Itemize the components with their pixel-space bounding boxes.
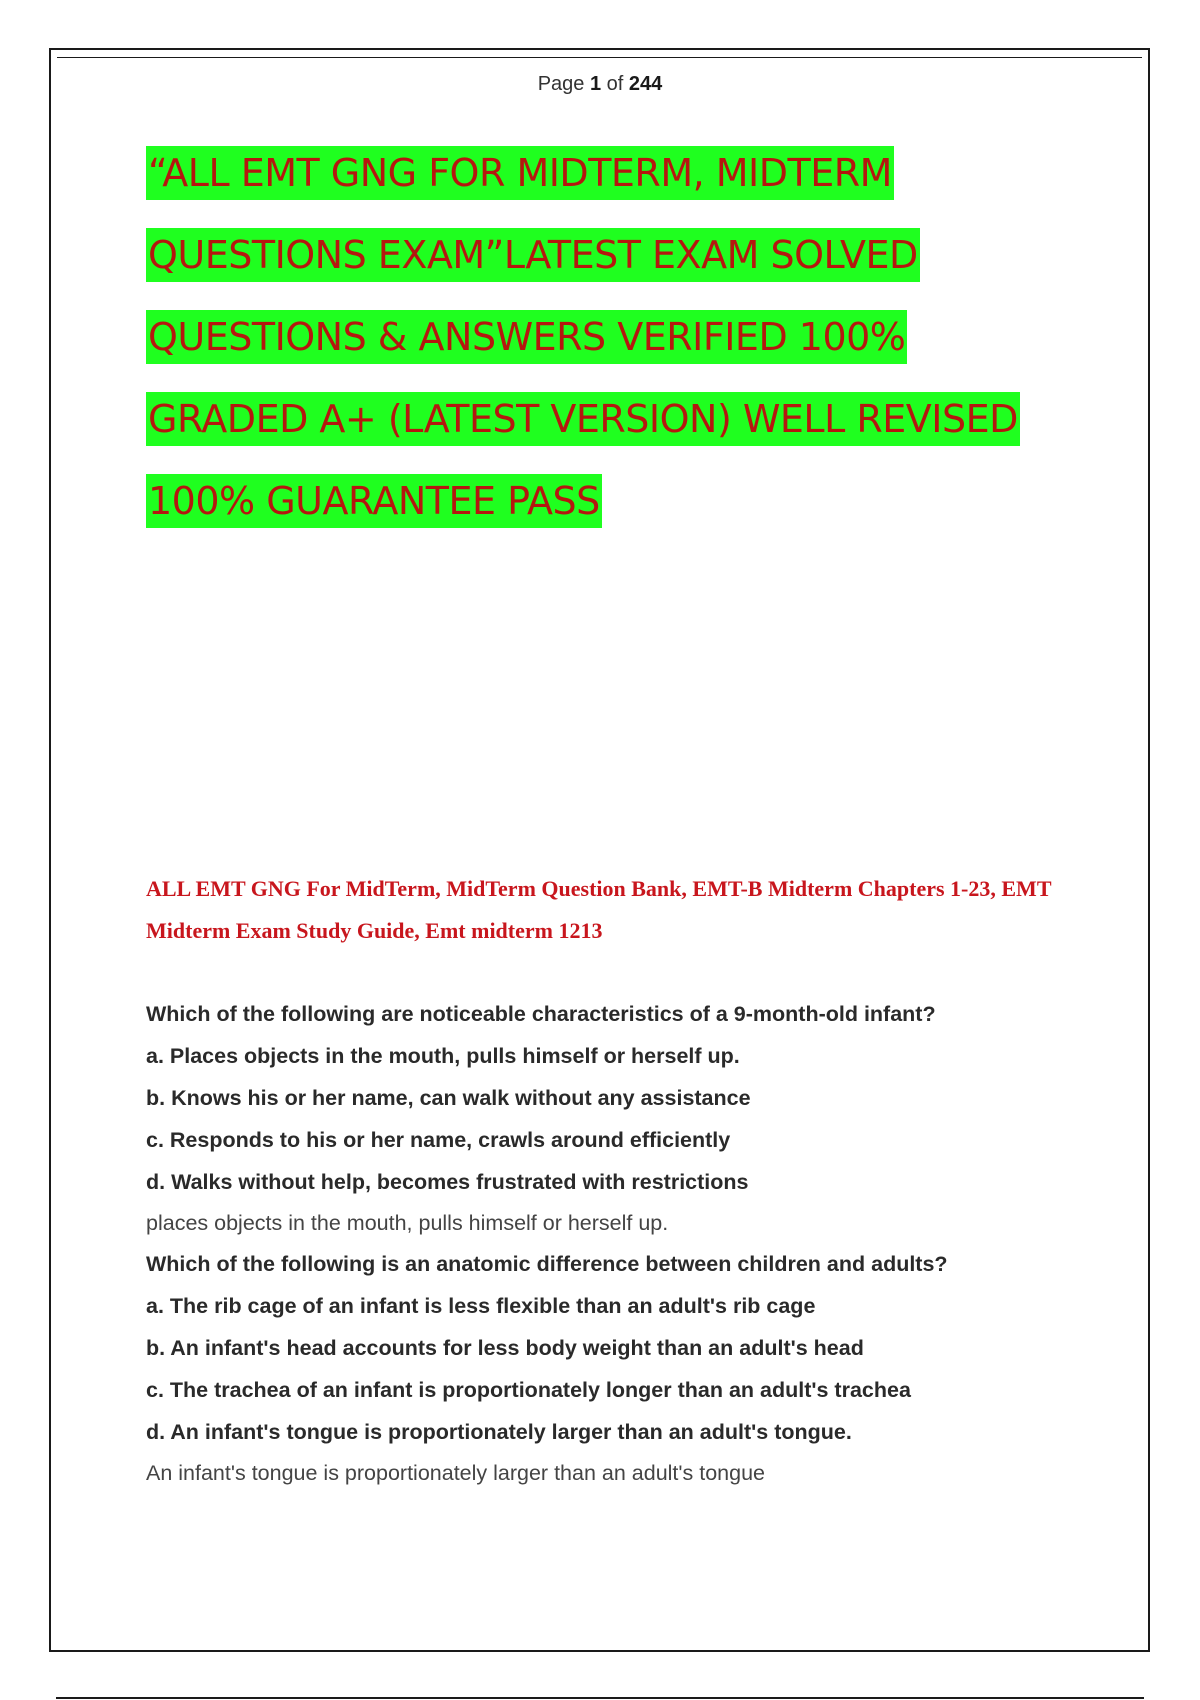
answer-option: a. The rib cage of an infant is less flexible than an adult's rib cage	[146, 1294, 816, 1318]
page-total: 244	[628, 73, 663, 95]
page-current: 1	[589, 73, 602, 95]
answer-option: a. Places objects in the mouth, pulls himself or herself up.	[146, 1044, 740, 1068]
question-text: Which of the following is an anatomic difference between children and adults?	[146, 1252, 948, 1276]
title-line: QUESTIONS & ANSWERS VERIFIED 100%	[146, 310, 907, 364]
question-list	[146, 993, 1066, 1493]
document-subtitle: ALL EMT GNG For MidTerm, MidTerm Question Bank, EMT-B Midterm Chapters 1-23, EMT Midterm Exam Study Guide, Emt midterm 1213	[146, 876, 1052, 943]
answer-option: c. The trachea of an infant is proportionately longer than an adult's trachea	[146, 1378, 911, 1402]
title-line: 100% GUARANTEE PASS	[146, 474, 602, 528]
question-item	[146, 1243, 1066, 1493]
page-of: of	[601, 73, 629, 95]
answer-option: d. An infant's tongue is proportionately larger than an adult's tongue.	[146, 1420, 852, 1444]
question-item	[146, 993, 1066, 1243]
document-title	[146, 146, 1066, 556]
page-bottom-rule	[56, 1697, 1144, 1699]
page-counter	[0, 73, 1200, 96]
answer-option: d. Walks without help, becomes frustrated with restrictions	[146, 1170, 749, 1194]
correct-answer: places objects in the mouth, pulls himself or herself up.	[146, 1211, 669, 1235]
title-line: QUESTIONS EXAM”LATEST EXAM SOLVED	[146, 228, 920, 282]
page-prefix: Page	[537, 73, 590, 95]
title-line: GRADED A+ (LATEST VERSION) WELL REVISED	[146, 392, 1020, 446]
question-text: Which of the following are noticeable characteristics of a 9-month-old infant?	[146, 1002, 936, 1026]
page-top-rule	[57, 57, 1142, 58]
answer-option: c. Responds to his or her name, crawls around efficiently	[146, 1128, 731, 1152]
answer-option: b. An infant's head accounts for less body weight than an adult's head	[146, 1336, 864, 1360]
title-line: “ALL EMT GNG FOR MIDTERM, MIDTERM	[146, 146, 894, 200]
answer-option: b. Knows his or her name, can walk without any assistance	[146, 1086, 751, 1110]
correct-answer: An infant's tongue is proportionately larger than an adult's tongue	[146, 1461, 765, 1485]
